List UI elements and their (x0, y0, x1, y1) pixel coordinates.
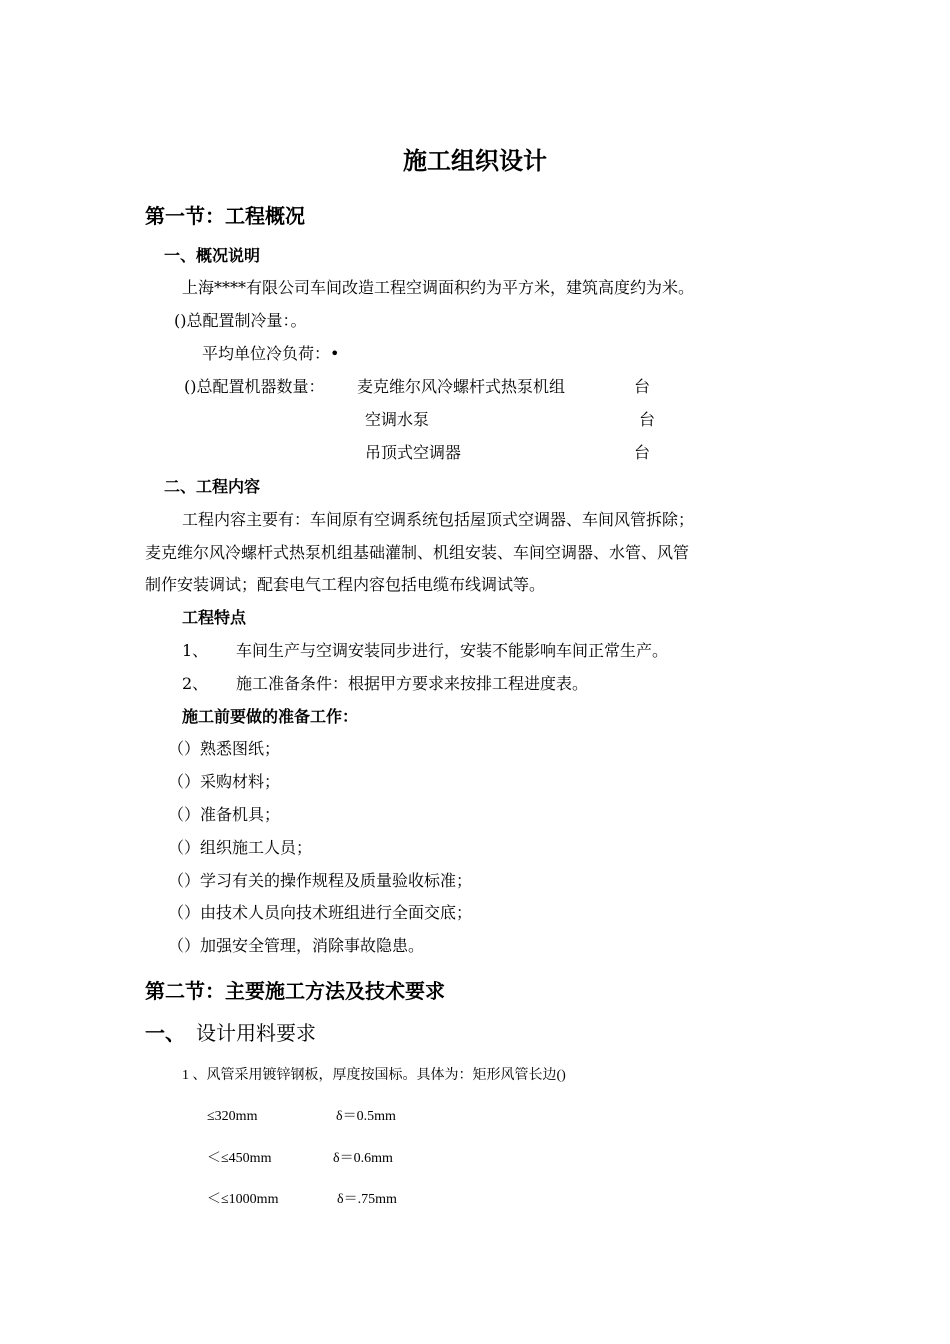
prep-item: （）由技术人员向技术班组进行全面交底； (168, 903, 473, 922)
overview-heading: 一、概况说明 (164, 246, 261, 265)
overview-line: ()总配置制冷量：。 (174, 311, 307, 330)
material-item: 1 、风管采用镀锌钢板，厚度按国标。具体为：矩形风管长边() (182, 1068, 566, 1083)
spec-thickness: δ＝0.5mm (336, 1109, 396, 1124)
content-line: 制作安装调试；配套电气工程内容包括电缆布线调试等。 (145, 575, 546, 594)
overview-line: 平均单位冷负荷：• (202, 344, 340, 363)
prep-item: （）采购材料； (168, 772, 281, 791)
content-line: 工程内容主要有：车间原有空调系统包括屋顶式空调器、车间风管拆除； (182, 510, 695, 529)
subsection-heading: 设计用料要求 (196, 1021, 316, 1045)
machine-unit: 台 (634, 443, 651, 462)
section1-heading: 第一节：工程概况 (145, 204, 305, 228)
prep-item: （）组织施工人员； (168, 838, 313, 857)
feature-text: 车间生产与空调安装同步进行，安装不能影响车间正常生产。 (236, 641, 669, 660)
spec-size: ≤320mm (207, 1109, 258, 1124)
spec-thickness: δ＝0.6mm (333, 1151, 393, 1166)
spec-size: ＜≤1000mm (207, 1192, 279, 1207)
feature-text: 施工准备条件：根据甲方要求来按排工程进度表。 (236, 674, 589, 693)
prep-item: （）学习有关的操作规程及质量验收标准； (168, 871, 473, 890)
spec-size: ＜≤450mm (207, 1151, 272, 1166)
features-heading: 工程特点 (182, 608, 247, 627)
machine-unit: 台 (634, 377, 651, 396)
content-heading: 二、工程内容 (164, 477, 261, 496)
machine-name: 空调水泵 (365, 410, 430, 429)
subsection-number: 一、 (145, 1021, 185, 1045)
spec-thickness: δ＝.75mm (337, 1192, 397, 1207)
document-title: 施工组织设计 (403, 146, 547, 175)
overview-line: 上海****有限公司车间改造工程空调面积约为平方米，建筑高度约为米。 (182, 278, 695, 297)
prep-item: （）熟悉图纸； (168, 739, 281, 758)
prep-item: （）加强安全管理，消除事故隐患。 (168, 936, 425, 955)
prep-item: （）准备机具； (168, 805, 281, 824)
feature-number: 1、 (182, 641, 209, 660)
section2-heading: 第二节：主要施工方法及技术要求 (145, 979, 445, 1003)
machine-unit: 台 (639, 410, 656, 429)
machine-name: 麦克维尔风冷螺杆式热泵机组 (357, 377, 566, 396)
machine-name: 吊顶式空调器 (365, 443, 462, 462)
content-line: 麦克维尔风冷螺杆式热泵机组基础灌制、机组安装、车间空调器、水管、风管 (145, 543, 690, 562)
feature-number: 2、 (182, 674, 209, 693)
machines-label: ()总配置机器数量： (184, 377, 325, 396)
prep-heading: 施工前要做的准备工作： (182, 707, 359, 726)
